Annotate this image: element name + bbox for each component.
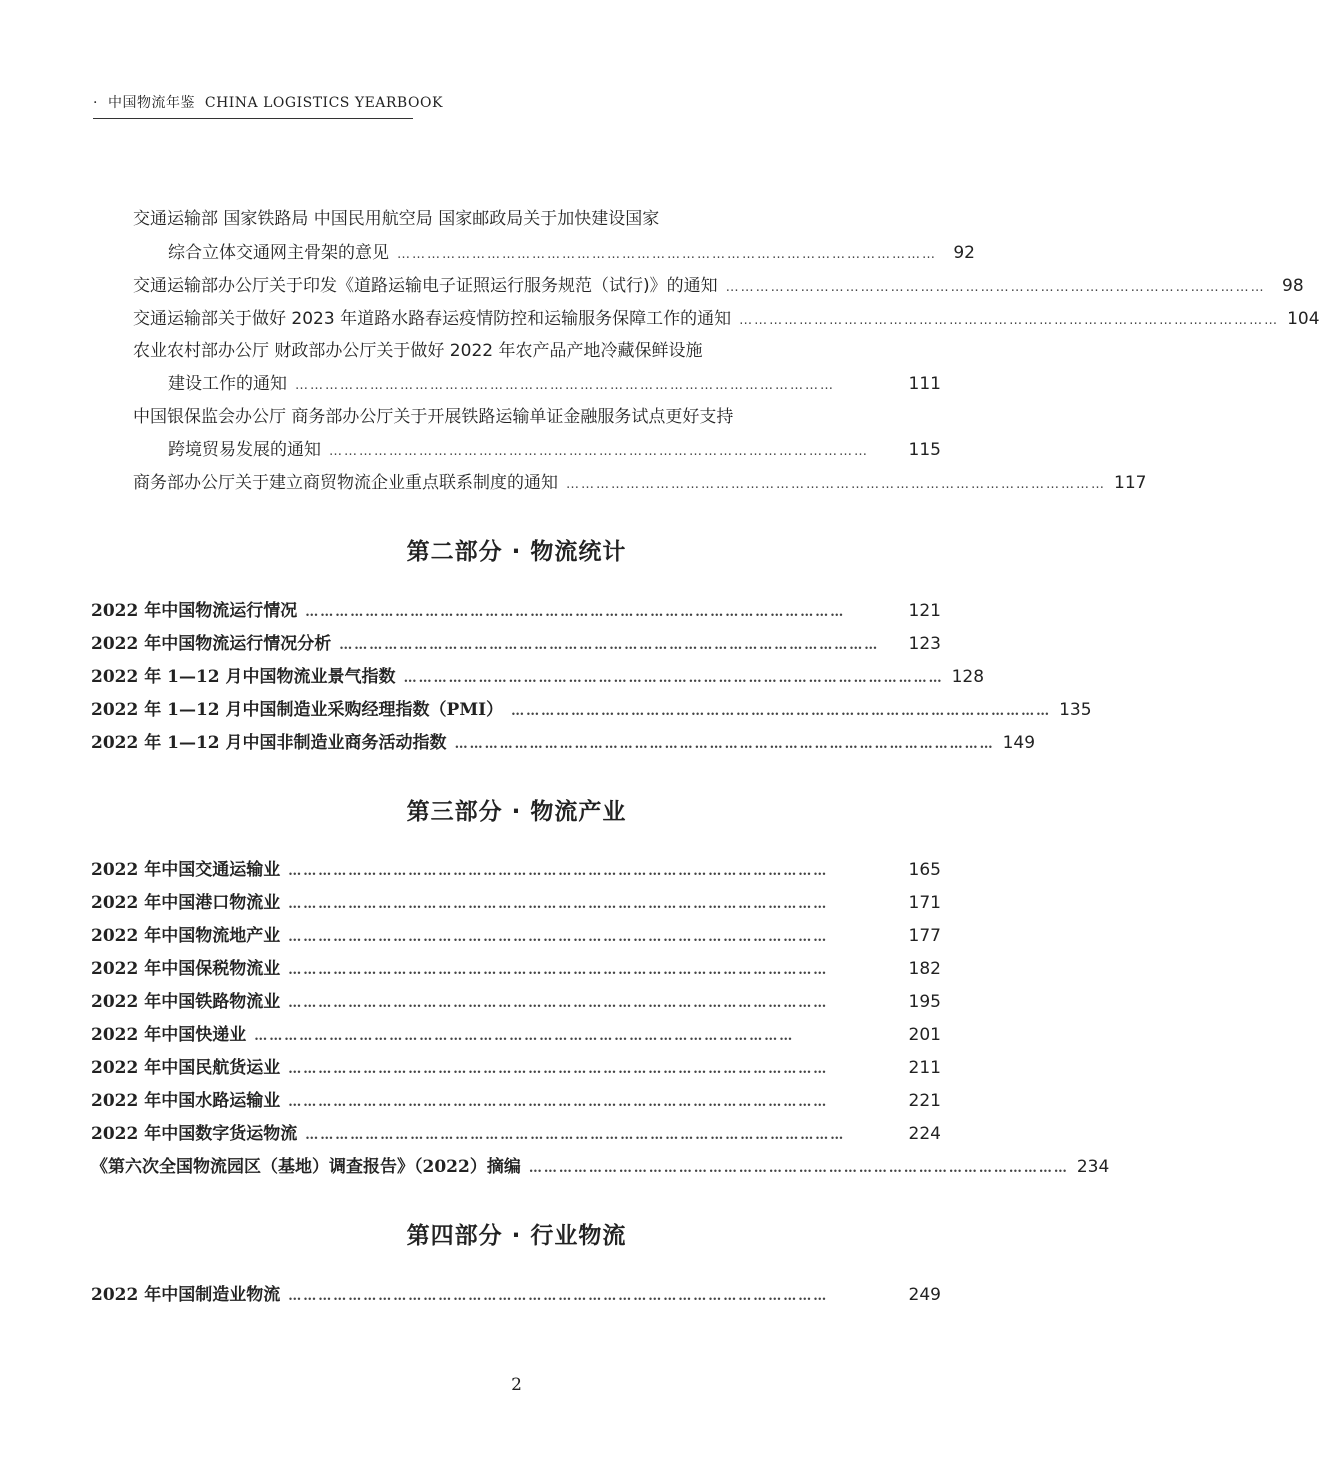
toc-entry-page: 221 xyxy=(908,1091,941,1111)
toc-entry-title: 商务部办公厅关于建立商贸物流企业重点联系制度的通知 xyxy=(133,473,558,493)
toc-entry-title: 2022 年 1—12 月中国制造业采购经理指数（PMI） xyxy=(91,700,504,720)
toc-entry xyxy=(91,665,985,691)
toc-entry-page: 128 xyxy=(951,667,985,687)
toc-entry xyxy=(91,858,941,884)
toc-entry xyxy=(91,924,941,950)
toc-entry xyxy=(91,731,1036,757)
toc-entry xyxy=(91,891,941,917)
toc-entry-title: 2022 年中国民航货运业 xyxy=(91,1058,281,1078)
toc-entry-page: 123 xyxy=(908,634,941,654)
dot-leader: ……………………………………………………………………………………………… xyxy=(288,1289,829,1304)
toc-entry-page: 195 xyxy=(908,992,941,1012)
toc-entry-title: 2022 年中国铁路物流业 xyxy=(91,992,281,1012)
toc-entry-title: 2022 年中国保税物流业 xyxy=(91,959,281,979)
toc-entry-page: 111 xyxy=(908,374,941,394)
dot-leader: ……………………………………………………………………………………………… xyxy=(254,1029,795,1044)
toc-entry-page: 92 xyxy=(953,243,975,263)
toc-entry xyxy=(91,1155,1110,1181)
dot-leader: ……………………………………………………………………………………………… xyxy=(403,671,944,686)
section-heading-part3: 第三部分 · 物流产业 xyxy=(406,799,627,825)
toc-entry xyxy=(168,372,941,398)
toc-entry xyxy=(133,471,1147,497)
toc-entry xyxy=(91,1283,941,1309)
toc-entry-page: 104 xyxy=(1287,309,1320,329)
dot-leader: ……………………………………………………………………………………………… xyxy=(288,1062,829,1077)
toc-entry-title: 2022 年中国水路运输业 xyxy=(91,1091,281,1111)
header-dot: · xyxy=(93,95,98,111)
toc-entry-page: 98 xyxy=(1282,276,1304,296)
dot-leader: ……………………………………………………………………………………………… xyxy=(329,444,869,459)
toc-entry-title: 2022 年 1—12 月中国物流业景气指数 xyxy=(91,667,396,687)
dot-leader: ……………………………………………………………………………………………… xyxy=(339,638,880,653)
toc-entry-title: 中国银保监会办公厅 商务部办公厅关于开展铁路运输单证金融服务试点更好支持 xyxy=(133,407,734,427)
toc-entry-page: 165 xyxy=(908,860,941,880)
toc-entry-title: 建设工作的通知 xyxy=(168,374,287,394)
toc-entry-page: 249 xyxy=(908,1285,941,1305)
toc-entry-page: 117 xyxy=(1114,473,1147,493)
toc-entry-title: 2022 年 1—12 月中国非制造业商务活动指数 xyxy=(91,733,447,753)
toc-entry-line xyxy=(133,405,833,429)
dot-leader: ……………………………………………………………………………………………… xyxy=(305,605,846,620)
toc-entry-page: 201 xyxy=(908,1025,941,1045)
toc-entry xyxy=(91,1023,941,1049)
toc-entry-title: 交通运输部关于做好 2023 年道路水路春运疫情防控和运输服务保障工作的通知 xyxy=(133,309,732,329)
toc-entry-page: 224 xyxy=(908,1124,941,1144)
toc-entry-page: 121 xyxy=(908,601,941,621)
toc-entry xyxy=(133,307,1320,333)
toc-entry-title: 农业农村部办公厅 财政部办公厅关于做好 2022 年农产品产地冷藏保鲜设施 xyxy=(133,341,703,361)
toc-entry xyxy=(91,698,1092,724)
toc-entry-title: 2022 年中国数字货运物流 xyxy=(91,1124,298,1144)
dot-leader: ……………………………………………………………………………………………… xyxy=(454,737,995,752)
toc-entry-title: 交通运输部办公厅关于印发《道路运输电子证照运行服务规范（试行)》的通知 xyxy=(133,276,718,296)
running-head xyxy=(93,92,443,119)
toc-entry xyxy=(91,1089,941,1115)
section-heading-part2: 第二部分 · 物流统计 xyxy=(406,539,627,565)
toc-entry xyxy=(91,632,941,658)
page-number: 2 xyxy=(511,1375,522,1395)
dot-leader: ……………………………………………………………………………………………… xyxy=(288,897,829,912)
toc-entry xyxy=(91,1056,941,1082)
toc-entry-page: 177 xyxy=(908,926,941,946)
toc-entry xyxy=(91,599,941,625)
toc-entry-title: 交通运输部 国家铁路局 中国民用航空局 国家邮政局关于加快建设国家 xyxy=(133,209,660,229)
toc-entry-title: 2022 年中国物流地产业 xyxy=(91,926,281,946)
dot-leader: ……………………………………………………………………………………………… xyxy=(288,1095,829,1110)
header-title-en: CHINA LOGISTICS YEARBOOK xyxy=(204,95,443,111)
dot-leader: ……………………………………………………………………………………………… xyxy=(288,996,829,1011)
toc-entry-page: 171 xyxy=(908,893,941,913)
toc-entry-title: 2022 年中国交通运输业 xyxy=(91,860,281,880)
toc-entry-page: 115 xyxy=(908,440,941,460)
dot-leader: ……………………………………………………………………………………………… xyxy=(528,1161,1069,1176)
toc-entry-page: 135 xyxy=(1059,700,1092,720)
toc-entry-title: 2022 年中国快递业 xyxy=(91,1025,247,1045)
dot-leader: ……………………………………………………………………………………………… xyxy=(288,864,829,879)
toc-entry-title: 《第六次全国物流园区（基地）调查报告》（2022）摘编 xyxy=(91,1157,521,1177)
dot-leader: ……………………………………………………………………………………………… xyxy=(739,313,1280,328)
header-title-cn: 中国物流年鉴 xyxy=(107,95,195,111)
toc-entry-line xyxy=(133,339,733,363)
toc-entry xyxy=(168,241,975,267)
toc-entry-page: 234 xyxy=(1076,1157,1110,1177)
toc-entry-title: 2022 年中国制造业物流 xyxy=(91,1285,281,1305)
toc-entry-title: 2022 年中国港口物流业 xyxy=(91,893,281,913)
dot-leader: ……………………………………………………………………………………………… xyxy=(288,963,829,978)
toc-entry xyxy=(133,274,1304,300)
dot-leader: ……………………………………………………………………………………………… xyxy=(566,477,1106,492)
toc-entry-title: 2022 年中国物流运行情况 xyxy=(91,601,298,621)
toc-entry-page: 182 xyxy=(908,959,941,979)
dot-leader: ……………………………………………………………………………………………… xyxy=(397,247,937,262)
toc-entry-page: 149 xyxy=(1002,733,1036,753)
dot-leader: ……………………………………………………………………………………………… xyxy=(288,930,829,945)
toc-entry xyxy=(168,438,941,464)
toc-entry-title: 2022 年中国物流运行情况分析 xyxy=(91,634,332,654)
dot-leader: ……………………………………………………………………………………………… xyxy=(305,1128,846,1143)
dot-leader: ……………………………………………………………………………………………… xyxy=(295,378,835,393)
toc-entry-page: 211 xyxy=(908,1058,941,1078)
toc-entry xyxy=(91,957,941,983)
toc-entry xyxy=(91,1122,941,1148)
toc-entry-line xyxy=(133,207,733,231)
toc-entry-title: 综合立体交通网主骨架的意见 xyxy=(168,243,389,263)
toc-entry xyxy=(91,990,941,1016)
dot-leader: ……………………………………………………………………………………………… xyxy=(511,704,1052,719)
dot-leader: ……………………………………………………………………………………………… xyxy=(725,280,1266,295)
toc-entry-title: 跨境贸易发展的通知 xyxy=(168,440,321,460)
section-heading-part4: 第四部分 · 行业物流 xyxy=(406,1223,627,1249)
